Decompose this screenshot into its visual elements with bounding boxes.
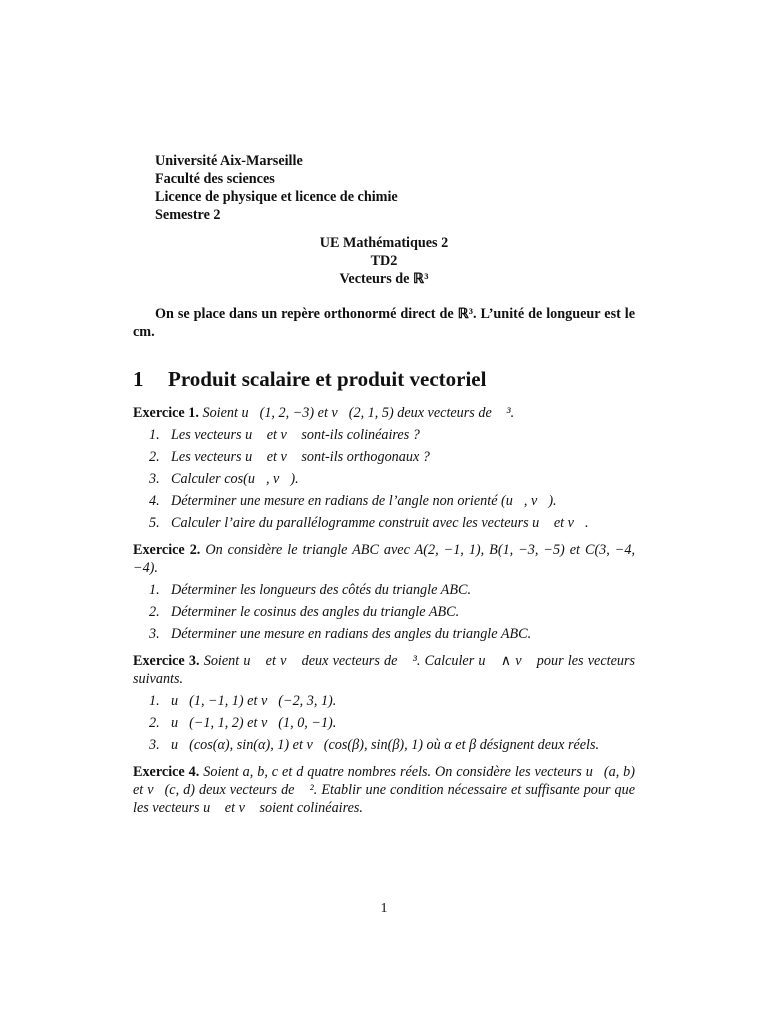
question-item — [149, 736, 635, 754]
exercise-1 — [133, 404, 635, 422]
question-item — [149, 581, 635, 599]
question-item — [149, 625, 635, 643]
question-text: Déterminer une mesure en radians des angles du triangle ABC. — [171, 626, 532, 642]
exercise-statement: Soient u⃗ et v⃗ deux vecteurs de ℝ³. Calculer u⃗ ∧ v⃗ pour les vecteurs suivants. — [133, 653, 635, 687]
program-name: Licence de physique et licence de chimie — [155, 189, 398, 205]
question-text: Les vecteurs u⃗ et v⃗ sont-ils colinéaires ? — [171, 427, 420, 443]
section-heading — [133, 366, 635, 392]
question-number: 1. — [149, 693, 160, 709]
question-item — [149, 603, 635, 621]
exercise-statement: Soient u⃗(1, 2, −3) et v⃗(2, 1, 5) deux vecteurs de ℝ³. — [202, 405, 515, 421]
section-title: Produit scalaire et produit vectoriel — [168, 367, 487, 391]
exercise-2-questions — [133, 581, 635, 643]
question-text: Calculer cos(u⃗, v⃗). — [171, 471, 299, 487]
question-text: Les vecteurs u⃗ et v⃗ sont-ils orthogonaux ? — [171, 449, 430, 465]
question-item — [149, 514, 635, 532]
university-name: Université Aix-Marseille — [155, 153, 303, 169]
question-item — [149, 448, 635, 466]
exercise-1-questions — [133, 426, 635, 532]
course-title: UE Mathématiques 2 — [319, 235, 449, 251]
exercise-statement: On considère le triangle ABC avec A(2, −1, 1), B(1, −3, −5) et C(3, −4, −4). — [133, 542, 636, 576]
exercise-label: Exercice 4. — [133, 764, 200, 780]
institution-header — [155, 152, 635, 224]
question-number: 4. — [149, 493, 160, 509]
section-number: 1 — [133, 367, 144, 391]
title-block — [133, 234, 635, 288]
question-text: Déterminer les longueurs des côtés du triangle ABC. — [171, 582, 472, 598]
question-text: Calculer l’aire du parallélogramme construit avec les vecteurs u⃗ et v⃗. — [171, 515, 589, 531]
question-text: u⃗(−1, 1, 2) et v⃗(1, 0, −1). — [171, 715, 337, 731]
document-page — [133, 152, 635, 817]
question-item — [149, 692, 635, 710]
question-number: 1. — [149, 582, 160, 598]
question-text: u⃗(cos(α), sin(α), 1) et v⃗(cos(β), sin(β), 1) où α et β désignent deux réels. — [171, 737, 600, 753]
semester: Semestre 2 — [155, 207, 221, 223]
faculty-name: Faculté des sciences — [155, 171, 275, 187]
question-item — [149, 470, 635, 488]
page-number: 1 — [380, 901, 388, 916]
exercise-label: Exercice 1. — [133, 405, 199, 421]
question-number: 5. — [149, 515, 160, 531]
question-number: 3. — [149, 471, 160, 487]
question-item — [149, 714, 635, 732]
exercise-2 — [133, 541, 635, 577]
question-number: 3. — [149, 737, 160, 753]
question-text: Déterminer le cosinus des angles du triangle ABC. — [171, 604, 460, 620]
exercise-label: Exercice 2. — [133, 542, 201, 558]
question-item — [149, 492, 635, 510]
exercise-label: Exercice 3. — [133, 653, 200, 669]
intro-paragraph: On se place dans un repère orthonormé direct de ℝ³. L’unité de longueur est le cm. — [133, 306, 635, 340]
exercise-statement: Soient a, b, c et d quatre nombres réels. On considère les vecteurs u⃗(a, b) et v⃗(c, d) deux vecteurs de ℝ². Etablir une condition nécessaire et suffisante pour que les vecteurs u⃗ et v⃗ soient colinéaires. — [133, 764, 635, 816]
question-number: 2. — [149, 604, 160, 620]
topic-title: Vecteurs de ℝ³ — [339, 271, 429, 287]
sheet-title: TD2 — [370, 253, 398, 269]
question-number: 2. — [149, 715, 160, 731]
exercise-3-questions — [133, 692, 635, 754]
question-text: Déterminer une mesure en radians de l’angle non orienté (u⃗, v⃗). — [171, 493, 557, 509]
question-number: 2. — [149, 449, 160, 465]
question-number: 1. — [149, 427, 160, 443]
question-text: u⃗(1, −1, 1) et v⃗(−2, 3, 1). — [171, 693, 337, 709]
question-item — [149, 426, 635, 444]
exercise-4 — [133, 763, 635, 817]
question-number: 3. — [149, 626, 160, 642]
exercise-3 — [133, 652, 635, 688]
